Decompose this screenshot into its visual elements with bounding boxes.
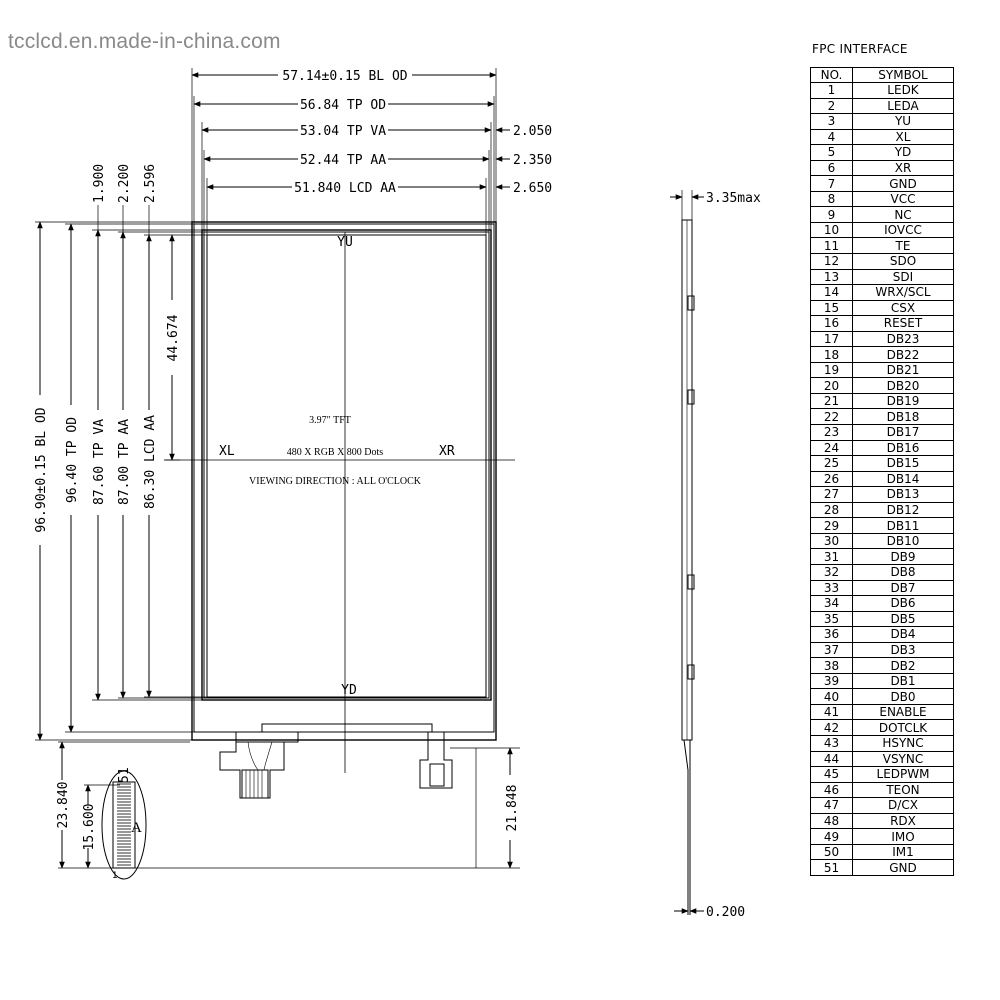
tp-va-outline xyxy=(202,230,491,700)
pin-number-cell: 15 xyxy=(811,300,853,316)
pin-number-cell: 43 xyxy=(811,735,853,751)
pin-symbol-cell: DB19 xyxy=(853,393,954,409)
pin-symbol-cell: DB6 xyxy=(853,596,954,612)
table-row xyxy=(811,254,954,270)
pin-number-cell: 30 xyxy=(811,533,853,549)
table-row xyxy=(811,285,954,301)
detail-a-label: A xyxy=(131,820,142,836)
height-tp-aa-label: 87.00 TP AA xyxy=(117,418,132,506)
pin-number-cell: 46 xyxy=(811,782,853,798)
side-view xyxy=(670,190,704,915)
connector-pins xyxy=(117,784,131,865)
pin-number-cell: 51 xyxy=(811,860,853,876)
fpc-part-label: 15.600 xyxy=(82,803,97,851)
table-row xyxy=(811,331,954,347)
top-offset-c-label: 2.596 xyxy=(143,163,158,203)
table-row xyxy=(811,611,954,627)
fpc-interface-table xyxy=(810,67,954,876)
width-tp-aa-label: 52.44 TP AA xyxy=(299,153,387,168)
table-row xyxy=(811,502,954,518)
pin-symbol-cell: IOVCC xyxy=(853,222,954,238)
top-offset-b-label: 2.200 xyxy=(117,163,132,203)
table-row xyxy=(811,98,954,114)
fpc-interface-title: FPC INTERFACE xyxy=(812,42,908,56)
pin-number-cell: 7 xyxy=(811,176,853,192)
table-row xyxy=(811,735,954,751)
table-row xyxy=(811,362,954,378)
pin-number-cell: 9 xyxy=(811,207,853,223)
pin-number-cell: 40 xyxy=(811,689,853,705)
table-row xyxy=(811,813,954,829)
table-row xyxy=(811,580,954,596)
pin-number-cell: 2 xyxy=(811,98,853,114)
table-row xyxy=(811,207,954,223)
pin-number-cell: 35 xyxy=(811,611,853,627)
pin-symbol-cell: DOTCLK xyxy=(853,720,954,736)
pin-number-cell: 19 xyxy=(811,362,853,378)
pin-number-cell: 12 xyxy=(811,254,853,270)
pin-symbol-cell: DB13 xyxy=(853,487,954,503)
pin-number-cell: 25 xyxy=(811,456,853,472)
pin-number-cell: 10 xyxy=(811,222,853,238)
lcd-aa-outline xyxy=(207,235,486,697)
header-no: NO. xyxy=(811,68,853,83)
pin-symbol-cell: TE xyxy=(853,238,954,254)
pin-symbol-cell: DB20 xyxy=(853,378,954,394)
table-row xyxy=(811,642,954,658)
table-row xyxy=(811,145,954,161)
pin-symbol-cell: DB14 xyxy=(853,471,954,487)
table-row xyxy=(811,860,954,876)
table-row xyxy=(811,782,954,798)
table-header-row xyxy=(811,68,954,83)
pin-number-cell: 13 xyxy=(811,269,853,285)
table-row xyxy=(811,191,954,207)
pin-symbol-cell: SDI xyxy=(853,269,954,285)
table-row xyxy=(811,471,954,487)
pin-number-cell: 20 xyxy=(811,378,853,394)
table-row xyxy=(811,829,954,845)
pin-symbol-cell: LEDA xyxy=(853,98,954,114)
pin-symbol-cell: XR xyxy=(853,160,954,176)
pin-number-cell: 27 xyxy=(811,487,853,503)
pin-number-cell: 32 xyxy=(811,564,853,580)
side-thickness-label: 3.35max xyxy=(706,191,761,206)
pin-number-cell: 22 xyxy=(811,409,853,425)
touch-yu-label: YU xyxy=(337,235,353,250)
table-row xyxy=(811,176,954,192)
pin-number-cell: 28 xyxy=(811,502,853,518)
pin-number-cell: 50 xyxy=(811,844,853,860)
pin-symbol-cell: DB8 xyxy=(853,564,954,580)
pin-number-cell: 16 xyxy=(811,316,853,332)
pin-number-cell: 5 xyxy=(811,145,853,161)
pin-symbol-cell: DB21 xyxy=(853,362,954,378)
table-row xyxy=(811,393,954,409)
touch-xr-label: XR xyxy=(439,444,455,459)
table-row xyxy=(811,269,954,285)
pin-symbol-cell: SDO xyxy=(853,254,954,270)
offset-lcd-label: 2.650 xyxy=(513,181,553,196)
pin-number-cell: 47 xyxy=(811,798,853,814)
pin-symbol-cell: DB2 xyxy=(853,658,954,674)
pin-symbol-cell: IMO xyxy=(853,829,954,845)
pin-symbol-cell: DB17 xyxy=(853,425,954,441)
table-row xyxy=(811,238,954,254)
table-row xyxy=(811,798,954,814)
pin-symbol-cell: CSX xyxy=(853,300,954,316)
pin-symbol-cell: LEDK xyxy=(853,83,954,99)
pin-symbol-cell: DB23 xyxy=(853,331,954,347)
pin-symbol-cell: GND xyxy=(853,860,954,876)
pin-symbol-cell: D/CX xyxy=(853,798,954,814)
table-row xyxy=(811,300,954,316)
pin-number-cell: 29 xyxy=(811,518,853,534)
pin-symbol-cell: LEDPWM xyxy=(853,767,954,783)
pin-number-cell: 37 xyxy=(811,642,853,658)
table-row xyxy=(811,409,954,425)
pin-symbol-cell: DB10 xyxy=(853,533,954,549)
pin-symbol-cell: ENABLE xyxy=(853,704,954,720)
pin-number-cell: 48 xyxy=(811,813,853,829)
pin-symbol-cell: VSYNC xyxy=(853,751,954,767)
table-row xyxy=(811,129,954,145)
pin-symbol-cell: DB7 xyxy=(853,580,954,596)
pin-symbol-cell: WRX/SCL xyxy=(853,285,954,301)
pin-number-cell: 41 xyxy=(811,704,853,720)
pin-51-label: 51 xyxy=(117,767,132,783)
pin-number-cell: 6 xyxy=(811,160,853,176)
pin-symbol-cell: IM1 xyxy=(853,844,954,860)
pin-symbol-cell: YD xyxy=(853,145,954,161)
pin-number-cell: 23 xyxy=(811,425,853,441)
pin-symbol-cell: TEON xyxy=(853,782,954,798)
panel-viewing-text: VIEWING DIRECTION : ALL O'CLOCK xyxy=(249,476,421,487)
pin-symbol-cell: NC xyxy=(853,207,954,223)
height-lcd-aa-label: 86.30 LCD AA xyxy=(143,415,158,509)
table-row xyxy=(811,767,954,783)
pin-symbol-cell: XL xyxy=(853,129,954,145)
pin-number-cell: 24 xyxy=(811,440,853,456)
fpc-thickness-label: 0.200 xyxy=(706,905,746,920)
table-row xyxy=(811,440,954,456)
pin-number-cell: 44 xyxy=(811,751,853,767)
table-row xyxy=(811,425,954,441)
center-offset-label: 44.674 xyxy=(166,314,181,362)
pin-number-cell: 4 xyxy=(811,129,853,145)
table-row xyxy=(811,533,954,549)
pin-number-cell: 33 xyxy=(811,580,853,596)
pin-symbol-cell: VCC xyxy=(853,191,954,207)
pin-symbol-cell: DB11 xyxy=(853,518,954,534)
pin-1-label: 1 xyxy=(112,871,118,881)
pin-number-cell: 17 xyxy=(811,331,853,347)
table-row xyxy=(811,83,954,99)
pin-symbol-cell: YU xyxy=(853,114,954,130)
table-row xyxy=(811,844,954,860)
pin-number-cell: 18 xyxy=(811,347,853,363)
offset-aa-label: 2.350 xyxy=(513,153,553,168)
width-tp-od-label: 56.84 TP OD xyxy=(299,98,387,113)
table-row xyxy=(811,720,954,736)
top-offset-a-label: 1.900 xyxy=(92,163,107,203)
pin-symbol-cell: DB15 xyxy=(853,456,954,472)
touch-yd-label: YD xyxy=(341,683,357,698)
pin-symbol-cell: DB16 xyxy=(853,440,954,456)
table-row xyxy=(811,456,954,472)
pin-number-cell: 38 xyxy=(811,658,853,674)
height-tp-va-label: 87.60 TP VA xyxy=(92,418,107,506)
pin-number-cell: 49 xyxy=(811,829,853,845)
pin-symbol-cell: HSYNC xyxy=(853,735,954,751)
table-row xyxy=(811,316,954,332)
table-row xyxy=(811,160,954,176)
table-row xyxy=(811,658,954,674)
table-row xyxy=(811,564,954,580)
pin-symbol-cell: DB4 xyxy=(853,627,954,643)
table-row xyxy=(811,627,954,643)
width-lcd-aa-label: 51.840 LCD AA xyxy=(294,181,396,196)
pin-number-cell: 42 xyxy=(811,720,853,736)
panel-size-text: 3.97″ TFT xyxy=(309,415,351,426)
fpc-right-label: 21.848 xyxy=(505,784,520,832)
pin-number-cell: 36 xyxy=(811,627,853,643)
header-symbol: SYMBOL xyxy=(853,68,954,83)
fpc-total-label: 23.840 xyxy=(56,781,71,829)
pin-symbol-cell: DB9 xyxy=(853,549,954,565)
pin-number-cell: 26 xyxy=(811,471,853,487)
panel-resolution-text: 480 X RGB X 800 Dots xyxy=(286,447,384,458)
pin-number-cell: 14 xyxy=(811,285,853,301)
pin-symbol-cell: GND xyxy=(853,176,954,192)
tp-aa-outline xyxy=(204,232,489,698)
width-bl-od-label: 57.14±0.15 BL OD xyxy=(282,69,408,84)
touch-xl-label: XL xyxy=(219,444,235,459)
pin-number-cell: 8 xyxy=(811,191,853,207)
table-row xyxy=(811,114,954,130)
table-row xyxy=(811,378,954,394)
pin-symbol-cell: RDX xyxy=(853,813,954,829)
table-row xyxy=(811,487,954,503)
table-row xyxy=(811,689,954,705)
pin-number-cell: 31 xyxy=(811,549,853,565)
pin-symbol-cell: DB18 xyxy=(853,409,954,425)
pin-symbol-cell: RESET xyxy=(853,316,954,332)
height-bl-od-label: 96.90±0.15 BL OD xyxy=(34,407,49,533)
table-row xyxy=(811,222,954,238)
pin-symbol-cell: DB3 xyxy=(853,642,954,658)
pin-number-cell: 21 xyxy=(811,393,853,409)
watermark: tcclcd.en.made-in-china.com xyxy=(8,30,281,53)
pin-symbol-cell: DB0 xyxy=(853,689,954,705)
table-row xyxy=(811,596,954,612)
height-tp-od-label: 96.40 TP OD xyxy=(65,416,80,504)
table-row xyxy=(811,549,954,565)
pin-symbol-cell: DB1 xyxy=(853,673,954,689)
pin-symbol-cell: DB22 xyxy=(853,347,954,363)
pin-number-cell: 34 xyxy=(811,596,853,612)
pin-number-cell: 11 xyxy=(811,238,853,254)
pin-number-cell: 3 xyxy=(811,114,853,130)
width-tp-va-label: 53.04 TP VA xyxy=(299,124,387,139)
fpc-table-body xyxy=(811,83,954,876)
pin-number-cell: 45 xyxy=(811,767,853,783)
table-row xyxy=(811,347,954,363)
table-row xyxy=(811,518,954,534)
table-row xyxy=(811,704,954,720)
pin-number-cell: 1 xyxy=(811,83,853,99)
pin-number-cell: 39 xyxy=(811,673,853,689)
offset-va-label: 2.050 xyxy=(513,124,553,139)
pin-symbol-cell: DB12 xyxy=(853,502,954,518)
table-row xyxy=(811,751,954,767)
pin-symbol-cell: DB5 xyxy=(853,611,954,627)
table-row xyxy=(811,673,954,689)
